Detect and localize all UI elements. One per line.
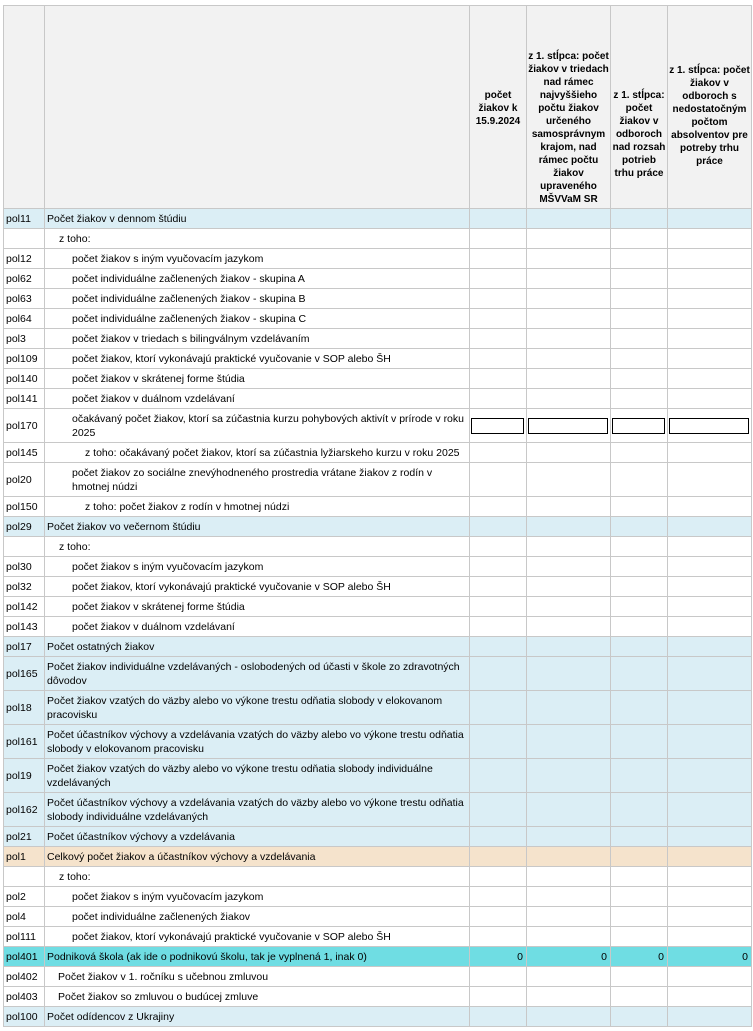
value-input[interactable] <box>528 418 608 434</box>
table-row <box>4 947 752 967</box>
value-cell[interactable] <box>611 537 668 557</box>
row-code: pol3 <box>4 329 45 349</box>
value-cell[interactable] <box>668 927 752 947</box>
row-label: počet individuálne začlenených žiakov - skupina B <box>45 289 470 309</box>
row-label: počet žiakov zo sociálne znevýhodneného prostredia vrátane žiakov z rodín v hmotnej núdzi <box>45 463 470 497</box>
value-cell[interactable] <box>527 657 611 691</box>
value-cell[interactable] <box>470 597 527 617</box>
row-code: pol4 <box>4 907 45 927</box>
table-row <box>4 497 752 517</box>
value-cell[interactable] <box>668 517 752 537</box>
value-cell[interactable] <box>527 229 611 249</box>
row-label: počet žiakov, ktorí vykonávajú praktické vyučovanie v SOP alebo ŠH <box>45 349 470 369</box>
value-cell[interactable] <box>668 557 752 577</box>
value-cell[interactable] <box>527 725 611 759</box>
table-row <box>4 967 752 987</box>
row-label: Počet žiakov individuálne vzdelávaných - oslobodených od účasti v škole zo zdravotných dôvodov <box>45 657 470 691</box>
value-cell[interactable] <box>470 927 527 947</box>
value-cell[interactable] <box>611 847 668 867</box>
row-code: pol403 <box>4 987 45 1007</box>
value-cell[interactable] <box>527 557 611 577</box>
row-label: z toho: <box>45 867 470 887</box>
header-shortage: z 1. stĺpca: počet žiakov v odboroch s nedostatočným počtom absolventov pre potreby trhu práce <box>668 6 752 209</box>
row-code: pol140 <box>4 369 45 389</box>
value-cell[interactable] <box>611 289 668 309</box>
value-cell[interactable] <box>527 577 611 597</box>
row-code: pol18 <box>4 691 45 725</box>
table-row <box>4 289 752 309</box>
value-cell[interactable] <box>668 759 752 793</box>
row-label: z toho: počet žiakov z rodín v hmotnej núdzi <box>45 497 470 517</box>
value-cell[interactable] <box>470 229 527 249</box>
value-cell[interactable] <box>470 827 527 847</box>
row-code: pol63 <box>4 289 45 309</box>
row-label: Počet účastníkov výchovy a vzdelávania vzatých do väzby alebo vo výkone trestu odňatia slobody individuálne vzdelávaných <box>45 793 470 827</box>
header-code <box>4 6 45 209</box>
value-cell[interactable] <box>668 847 752 867</box>
value-cell[interactable] <box>668 209 752 229</box>
value-cell[interactable] <box>668 329 752 349</box>
table-row <box>4 349 752 369</box>
row-code: pol2 <box>4 887 45 907</box>
table-row <box>4 887 752 907</box>
value-cell[interactable] <box>668 691 752 725</box>
row-label: počet žiakov, ktorí vykonávajú praktické vyučovanie v SOP alebo ŠH <box>45 577 470 597</box>
value-cell[interactable] <box>611 229 668 249</box>
row-code: pol62 <box>4 269 45 289</box>
row-code: pol150 <box>4 497 45 517</box>
row-label: počet žiakov s iným vyučovacím jazykom <box>45 249 470 269</box>
value-cell[interactable] <box>470 759 527 793</box>
value-cell[interactable] <box>470 967 527 987</box>
value-cell[interactable]: 0 <box>527 947 611 967</box>
row-label: Počet účastníkov výchovy a vzdelávania <box>45 827 470 847</box>
value-cell[interactable] <box>527 1007 611 1027</box>
value-cell[interactable] <box>527 463 611 497</box>
value-cell[interactable] <box>668 497 752 517</box>
value-cell[interactable] <box>668 289 752 309</box>
table-row <box>4 443 752 463</box>
value-input-cell[interactable] <box>668 409 752 443</box>
table-row <box>4 369 752 389</box>
row-label: očakávaný počet žiakov, ktorí sa zúčastnia kurzu pohybových aktivít v prírode v roku 2025 <box>45 409 470 443</box>
value-cell[interactable] <box>527 793 611 827</box>
value-cell[interactable] <box>611 827 668 847</box>
value-cell[interactable] <box>611 249 668 269</box>
value-cell[interactable] <box>470 577 527 597</box>
value-cell[interactable] <box>527 967 611 987</box>
value-cell[interactable] <box>527 497 611 517</box>
value-cell[interactable] <box>611 967 668 987</box>
value-cell[interactable] <box>611 987 668 1007</box>
table-row <box>4 463 752 497</box>
value-cell[interactable] <box>611 657 668 691</box>
row-code: pol1 <box>4 847 45 867</box>
value-cell[interactable] <box>470 867 527 887</box>
value-cell[interactable] <box>470 987 527 1007</box>
row-label: Počet žiakov so zmluvou o budúcej zmluve <box>45 987 470 1007</box>
row-code: pol145 <box>4 443 45 463</box>
value-cell[interactable] <box>470 497 527 517</box>
header-row <box>4 6 752 209</box>
row-code: pol170 <box>4 409 45 443</box>
value-cell[interactable] <box>527 847 611 867</box>
table-row <box>4 847 752 867</box>
value-cell[interactable] <box>470 209 527 229</box>
value-cell[interactable] <box>668 1007 752 1027</box>
row-code: pol32 <box>4 577 45 597</box>
row-code: pol29 <box>4 517 45 537</box>
value-cell[interactable] <box>611 907 668 927</box>
row-code: pol111 <box>4 927 45 947</box>
table-row <box>4 725 752 759</box>
table-row <box>4 597 752 617</box>
row-label: z toho: <box>45 229 470 249</box>
value-cell[interactable] <box>470 691 527 725</box>
value-cell[interactable] <box>527 329 611 349</box>
value-cell[interactable] <box>668 229 752 249</box>
table-row <box>4 577 752 597</box>
row-code: pol17 <box>4 637 45 657</box>
row-code: pol402 <box>4 967 45 987</box>
value-cell[interactable] <box>470 443 527 463</box>
value-cell[interactable] <box>668 967 752 987</box>
value-cell[interactable]: 0 <box>611 947 668 967</box>
value-cell[interactable] <box>668 907 752 927</box>
value-cell[interactable] <box>527 349 611 369</box>
value-cell[interactable] <box>611 497 668 517</box>
value-cell[interactable] <box>611 793 668 827</box>
row-label: počet žiakov v skrátenej forme štúdia <box>45 369 470 389</box>
row-label: Počet ostatných žiakov <box>45 637 470 657</box>
value-cell[interactable] <box>527 827 611 847</box>
value-cell[interactable] <box>470 517 527 537</box>
value-cell[interactable] <box>470 637 527 657</box>
value-cell[interactable] <box>527 987 611 1007</box>
row-label: počet žiakov v duálnom vzdelávaní <box>45 617 470 637</box>
value-cell[interactable] <box>527 637 611 657</box>
value-cell[interactable] <box>611 617 668 637</box>
value-cell[interactable] <box>668 389 752 409</box>
value-cell[interactable] <box>611 269 668 289</box>
row-label: Počet žiakov v dennom štúdiu <box>45 209 470 229</box>
value-cell[interactable] <box>527 759 611 793</box>
table-row <box>4 907 752 927</box>
row-label: počet žiakov v duálnom vzdelávaní <box>45 389 470 409</box>
value-input[interactable] <box>471 418 524 434</box>
value-cell[interactable] <box>527 209 611 229</box>
table-row <box>4 657 752 691</box>
row-label: počet žiakov, ktorí vykonávajú praktické vyučovanie v SOP alebo ŠH <box>45 927 470 947</box>
value-cell[interactable] <box>611 887 668 907</box>
value-cell[interactable] <box>668 577 752 597</box>
value-cell[interactable] <box>668 867 752 887</box>
table-row <box>4 229 752 249</box>
value-cell[interactable] <box>470 289 527 309</box>
row-label: Počet žiakov v 1. ročníku s učebnou zmluvou <box>45 967 470 987</box>
value-cell[interactable] <box>611 443 668 463</box>
value-cell[interactable] <box>527 269 611 289</box>
value-cell[interactable] <box>668 463 752 497</box>
value-cell[interactable] <box>668 793 752 827</box>
value-cell[interactable] <box>611 867 668 887</box>
value-cell[interactable] <box>668 617 752 637</box>
row-code <box>4 537 45 557</box>
value-cell[interactable] <box>668 657 752 691</box>
value-cell[interactable] <box>527 309 611 329</box>
value-input-cell[interactable] <box>527 409 611 443</box>
value-cell[interactable] <box>611 349 668 369</box>
value-cell[interactable] <box>527 617 611 637</box>
value-cell[interactable] <box>611 557 668 577</box>
table-row <box>4 927 752 947</box>
header-label <box>45 6 470 209</box>
row-label: počet žiakov s iným vyučovacím jazykom <box>45 557 470 577</box>
row-code: pol19 <box>4 759 45 793</box>
value-cell[interactable] <box>611 927 668 947</box>
value-cell[interactable] <box>668 537 752 557</box>
row-code: pol21 <box>4 827 45 847</box>
value-cell[interactable] <box>668 887 752 907</box>
value-cell[interactable] <box>527 691 611 725</box>
table-row <box>4 537 752 557</box>
header-count: počet žiakov k 15.9.2024 <box>470 6 527 209</box>
row-code: pol143 <box>4 617 45 637</box>
row-label: z toho: <box>45 537 470 557</box>
value-cell[interactable] <box>527 443 611 463</box>
table-row <box>4 691 752 725</box>
value-cell[interactable] <box>611 389 668 409</box>
value-cell[interactable] <box>527 289 611 309</box>
table-body <box>4 209 752 1027</box>
value-cell[interactable] <box>668 369 752 389</box>
value-cell[interactable] <box>668 443 752 463</box>
row-label: počet žiakov v skrátenej forme štúdia <box>45 597 470 617</box>
table-row <box>4 409 752 443</box>
value-cell[interactable] <box>668 249 752 269</box>
header-over-limit: z 1. stĺpca: počet žiakov v triedach nad rámec najvyššieho počtu žiakov určeného samosprávnym krajom, nad rámec počtu žiakov upraveného MŠVVaM SR <box>527 6 611 209</box>
value-cell[interactable] <box>611 691 668 725</box>
table-row <box>4 793 752 827</box>
row-label: Celkový počet žiakov a účastníkov výchovy a vzdelávania <box>45 847 470 867</box>
value-cell[interactable] <box>611 309 668 329</box>
value-cell[interactable] <box>611 1007 668 1027</box>
row-label: Počet žiakov vo večernom štúdiu <box>45 517 470 537</box>
statistics-table <box>3 5 752 1027</box>
row-label: počet individuálne začlenených žiakov - skupina A <box>45 269 470 289</box>
value-input-cell[interactable] <box>611 409 668 443</box>
value-cell[interactable] <box>611 329 668 349</box>
row-label: Počet žiakov vzatých do väzby alebo vo výkone trestu odňatia slobody individuálne vzdelávaných <box>45 759 470 793</box>
value-cell[interactable] <box>611 637 668 657</box>
row-code: pol109 <box>4 349 45 369</box>
value-cell[interactable] <box>611 577 668 597</box>
row-label: Počet žiakov vzatých do väzby alebo vo výkone trestu odňatia slobody v elokovanom pracovisku <box>45 691 470 725</box>
value-cell[interactable] <box>470 907 527 927</box>
table-row <box>4 987 752 1007</box>
value-cell[interactable] <box>470 249 527 269</box>
value-cell[interactable] <box>527 867 611 887</box>
value-cell[interactable] <box>470 389 527 409</box>
row-label: počet žiakov s iným vyučovacím jazykom <box>45 887 470 907</box>
table-row <box>4 1007 752 1027</box>
row-code: pol100 <box>4 1007 45 1027</box>
value-cell[interactable] <box>470 887 527 907</box>
value-cell[interactable] <box>527 887 611 907</box>
table-row <box>4 517 752 537</box>
table-row <box>4 867 752 887</box>
value-cell[interactable] <box>527 927 611 947</box>
value-cell[interactable] <box>668 725 752 759</box>
value-cell[interactable] <box>668 637 752 657</box>
row-label: počet individuálne začlenených žiakov - skupina C <box>45 309 470 329</box>
value-cell[interactable] <box>470 349 527 369</box>
value-cell[interactable] <box>668 987 752 1007</box>
value-cell[interactable] <box>611 369 668 389</box>
row-code <box>4 229 45 249</box>
table-row <box>4 637 752 657</box>
value-input[interactable] <box>669 418 749 434</box>
row-label: z toho: očakávaný počet žiakov, ktorí sa zúčastnia lyžiarskeho kurzu v roku 2025 <box>45 443 470 463</box>
table-row <box>4 209 752 229</box>
value-cell[interactable]: 0 <box>470 947 527 967</box>
row-code: pol161 <box>4 725 45 759</box>
row-code: pol11 <box>4 209 45 229</box>
row-code: pol20 <box>4 463 45 497</box>
row-code: pol162 <box>4 793 45 827</box>
value-cell[interactable] <box>470 463 527 497</box>
value-cell[interactable] <box>527 517 611 537</box>
row-label: počet individuálne začlenených žiakov <box>45 907 470 927</box>
row-code: pol401 <box>4 947 45 967</box>
value-cell[interactable] <box>527 389 611 409</box>
value-cell[interactable] <box>470 793 527 827</box>
row-label: Počet odídencov z Ukrajiny <box>45 1007 470 1027</box>
value-cell[interactable] <box>470 309 527 329</box>
row-code: pol30 <box>4 557 45 577</box>
row-code: pol12 <box>4 249 45 269</box>
row-code: pol165 <box>4 657 45 691</box>
value-cell[interactable] <box>668 309 752 329</box>
value-cell[interactable]: 0 <box>668 947 752 967</box>
value-cell[interactable] <box>611 209 668 229</box>
value-cell[interactable] <box>470 557 527 577</box>
value-cell[interactable] <box>527 369 611 389</box>
value-cell[interactable] <box>470 537 527 557</box>
value-cell[interactable] <box>611 517 668 537</box>
value-input-cell[interactable] <box>470 409 527 443</box>
table-row <box>4 617 752 637</box>
value-cell[interactable] <box>470 329 527 349</box>
value-cell[interactable] <box>611 759 668 793</box>
value-cell[interactable] <box>470 1007 527 1027</box>
table-row <box>4 309 752 329</box>
table-row <box>4 389 752 409</box>
value-cell[interactable] <box>668 827 752 847</box>
row-code: pol142 <box>4 597 45 617</box>
row-label: Počet účastníkov výchovy a vzdelávania vzatých do väzby alebo vo výkone trestu odňatia slobody v elokovanom pracovisku <box>45 725 470 759</box>
table-row <box>4 557 752 577</box>
value-cell[interactable] <box>470 847 527 867</box>
value-cell[interactable] <box>527 537 611 557</box>
table-row <box>4 249 752 269</box>
row-code: pol64 <box>4 309 45 329</box>
value-cell[interactable] <box>668 597 752 617</box>
value-cell[interactable] <box>611 463 668 497</box>
header-over-demand: z 1. stĺpca: počet žiakov v odboroch nad rozsah potrieb trhu práce <box>611 6 668 209</box>
value-cell[interactable] <box>470 269 527 289</box>
row-code <box>4 867 45 887</box>
value-cell[interactable] <box>470 369 527 389</box>
value-cell[interactable] <box>470 657 527 691</box>
value-cell[interactable] <box>527 249 611 269</box>
value-cell[interactable] <box>668 269 752 289</box>
row-label: počet žiakov v triedach s bilingválnym vzdelávaním <box>45 329 470 349</box>
value-cell[interactable] <box>527 907 611 927</box>
value-cell[interactable] <box>668 349 752 369</box>
table-row <box>4 269 752 289</box>
row-code: pol141 <box>4 389 45 409</box>
table-row <box>4 827 752 847</box>
value-input[interactable] <box>612 418 665 434</box>
table-row <box>4 329 752 349</box>
value-cell[interactable] <box>611 597 668 617</box>
value-cell[interactable] <box>527 597 611 617</box>
value-cell[interactable] <box>470 617 527 637</box>
value-cell[interactable] <box>470 725 527 759</box>
table-row <box>4 759 752 793</box>
value-cell[interactable] <box>611 725 668 759</box>
row-label: Podniková škola (ak ide o podnikovú školu, tak je vyplnená 1, inak 0) <box>45 947 470 967</box>
